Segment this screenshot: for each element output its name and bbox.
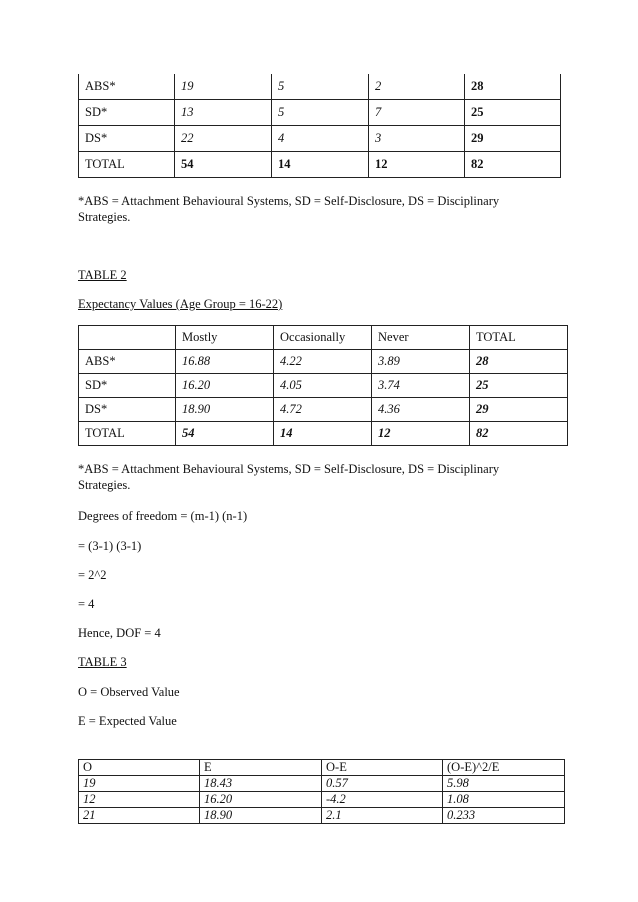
cell: 4.05 [274, 374, 372, 398]
cell: 3.74 [372, 374, 470, 398]
cell: 16.88 [176, 350, 274, 374]
header-cell: O [79, 760, 200, 776]
row-label: DS* [79, 126, 175, 152]
table-2-caption: Expectancy Values (Age Group = 16-22) [78, 297, 283, 311]
abbreviation-note: *ABS = Attachment Behavioural Systems, SD = Self-Disclosure, DS = Disciplinary Strategies. [78, 194, 500, 224]
table-row [79, 808, 565, 824]
table-2-title: TABLE 2 [78, 268, 127, 282]
cell: 16.20 [200, 792, 322, 808]
cell: 3 [369, 126, 465, 152]
table-row [79, 776, 565, 792]
table-1 [78, 74, 561, 178]
cell-total: 29 [465, 126, 561, 152]
row-label: SD* [79, 100, 175, 126]
dof-line: Degrees of freedom = (m-1) (n-1) [78, 509, 248, 523]
header-cell [79, 326, 176, 350]
cell: 0.233 [443, 808, 565, 824]
cell: 4 [272, 126, 369, 152]
cell: 12 [79, 792, 200, 808]
cell: 18.90 [200, 808, 322, 824]
cell-total: 82 [470, 422, 568, 446]
cell: 5 [272, 100, 369, 126]
cell: 3.89 [372, 350, 470, 374]
cell: 0.57 [322, 776, 443, 792]
cell: 21 [79, 808, 200, 824]
cell: 14 [272, 152, 369, 178]
dof-result: Hence, DOF = 4 [78, 626, 161, 640]
cell: 1.08 [443, 792, 565, 808]
row-label: TOTAL [79, 422, 176, 446]
cell: 4.36 [372, 398, 470, 422]
abbreviation-note: *ABS = Attachment Behavioural Systems, SD = Self-Disclosure, DS = Disciplinary Strategies. [78, 462, 500, 492]
table-row [79, 126, 561, 152]
cell-total: 28 [470, 350, 568, 374]
dof-line: = 2^2 [78, 568, 107, 582]
cell: 19 [175, 74, 272, 100]
table-header-row [79, 760, 565, 776]
table-3 [78, 759, 565, 824]
cell: 12 [369, 152, 465, 178]
cell: 54 [176, 422, 274, 446]
cell: 54 [175, 152, 272, 178]
cell: 5.98 [443, 776, 565, 792]
cell-total: 29 [470, 398, 568, 422]
cell: 5 [272, 74, 369, 100]
header-cell: Never [372, 326, 470, 350]
cell: 19 [79, 776, 200, 792]
dof-line: = 4 [78, 597, 95, 611]
cell: 18.90 [176, 398, 274, 422]
header-cell: Occasionally [274, 326, 372, 350]
expected-definition: E = Expected Value [78, 714, 177, 728]
cell-total: 25 [470, 374, 568, 398]
cell: 2.1 [322, 808, 443, 824]
cell: 16.20 [176, 374, 274, 398]
table-2 [78, 325, 568, 446]
cell-total: 25 [465, 100, 561, 126]
cell-total: 82 [465, 152, 561, 178]
table-row [79, 792, 565, 808]
row-label: ABS* [79, 350, 176, 374]
cell: 22 [175, 126, 272, 152]
row-label: DS* [79, 398, 176, 422]
table-header-row [79, 326, 568, 350]
row-label: ABS* [79, 74, 175, 100]
header-cell: TOTAL [470, 326, 568, 350]
table-row [79, 350, 568, 374]
cell: 2 [369, 74, 465, 100]
table-row [79, 422, 568, 446]
cell: 4.22 [274, 350, 372, 374]
table-row [79, 152, 561, 178]
table-row [79, 74, 561, 100]
header-cell: (O-E)^2/E [443, 760, 565, 776]
cell: 14 [274, 422, 372, 446]
cell: 7 [369, 100, 465, 126]
table-row [79, 374, 568, 398]
row-label: TOTAL [79, 152, 175, 178]
header-cell: Mostly [176, 326, 274, 350]
table-row [79, 398, 568, 422]
dof-line: = (3-1) (3-1) [78, 539, 142, 553]
cell: 13 [175, 100, 272, 126]
observed-definition: O = Observed Value [78, 685, 180, 699]
cell: 12 [372, 422, 470, 446]
table-row [79, 100, 561, 126]
header-cell: O-E [322, 760, 443, 776]
header-cell: E [200, 760, 322, 776]
cell: -4.2 [322, 792, 443, 808]
row-label: SD* [79, 374, 176, 398]
table-3-title: TABLE 3 [78, 655, 127, 669]
cell-total: 28 [465, 74, 561, 100]
cell: 18.43 [200, 776, 322, 792]
cell: 4.72 [274, 398, 372, 422]
